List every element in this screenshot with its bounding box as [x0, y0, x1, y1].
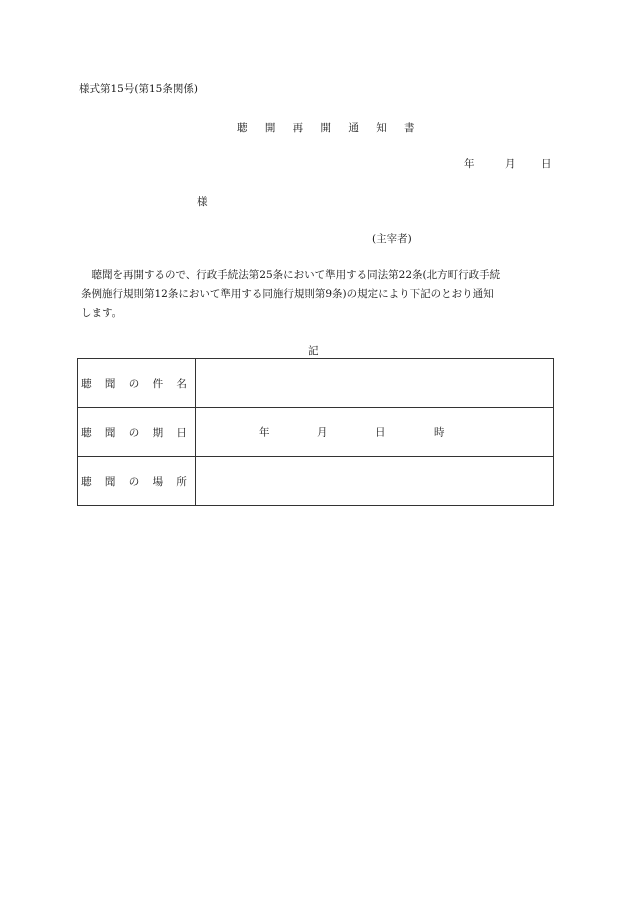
body-line: 条例施行規則第12条において準用する同施行規則第9条)の規定により下記のとおり通知: [81, 288, 494, 300]
datetime-day-unit: 日: [375, 426, 386, 439]
organizer-label: (主宰者): [372, 233, 412, 245]
date-line: [464, 156, 552, 171]
datetime-month-unit: 月: [317, 426, 328, 439]
place-value[interactable]: [196, 457, 554, 506]
document-title: 聴 開 再 開 通 知 書: [237, 122, 422, 134]
table-row: [78, 457, 554, 506]
table-row: [78, 408, 554, 457]
addressee-honorific: 様: [197, 196, 208, 208]
date-month-label: 月: [505, 158, 516, 170]
place-label: 聴 聞 の 場 所: [78, 457, 196, 506]
date-label: 聴 聞 の 期 日: [78, 408, 196, 457]
datetime-hour-unit: 時: [434, 426, 445, 439]
date-year-label: 年: [464, 158, 475, 170]
datetime-year-unit: 年: [259, 426, 270, 439]
body-line: 聴聞を再開するので、行政手続法第25条において準用する同法第22条(北方町行政手続: [81, 269, 501, 281]
subject-label: 聴 聞 の 件 名: [78, 359, 196, 408]
record-table: [77, 358, 554, 506]
table-row: [78, 359, 554, 408]
datetime-value[interactable]: [196, 408, 554, 457]
date-day-label: 日: [541, 158, 552, 170]
subject-value[interactable]: [196, 359, 554, 408]
body-text: [81, 266, 553, 323]
ki-marker: 記: [308, 345, 319, 357]
form-number: 様式第15号(第15条関係): [79, 83, 198, 95]
body-line: します。: [81, 307, 123, 319]
